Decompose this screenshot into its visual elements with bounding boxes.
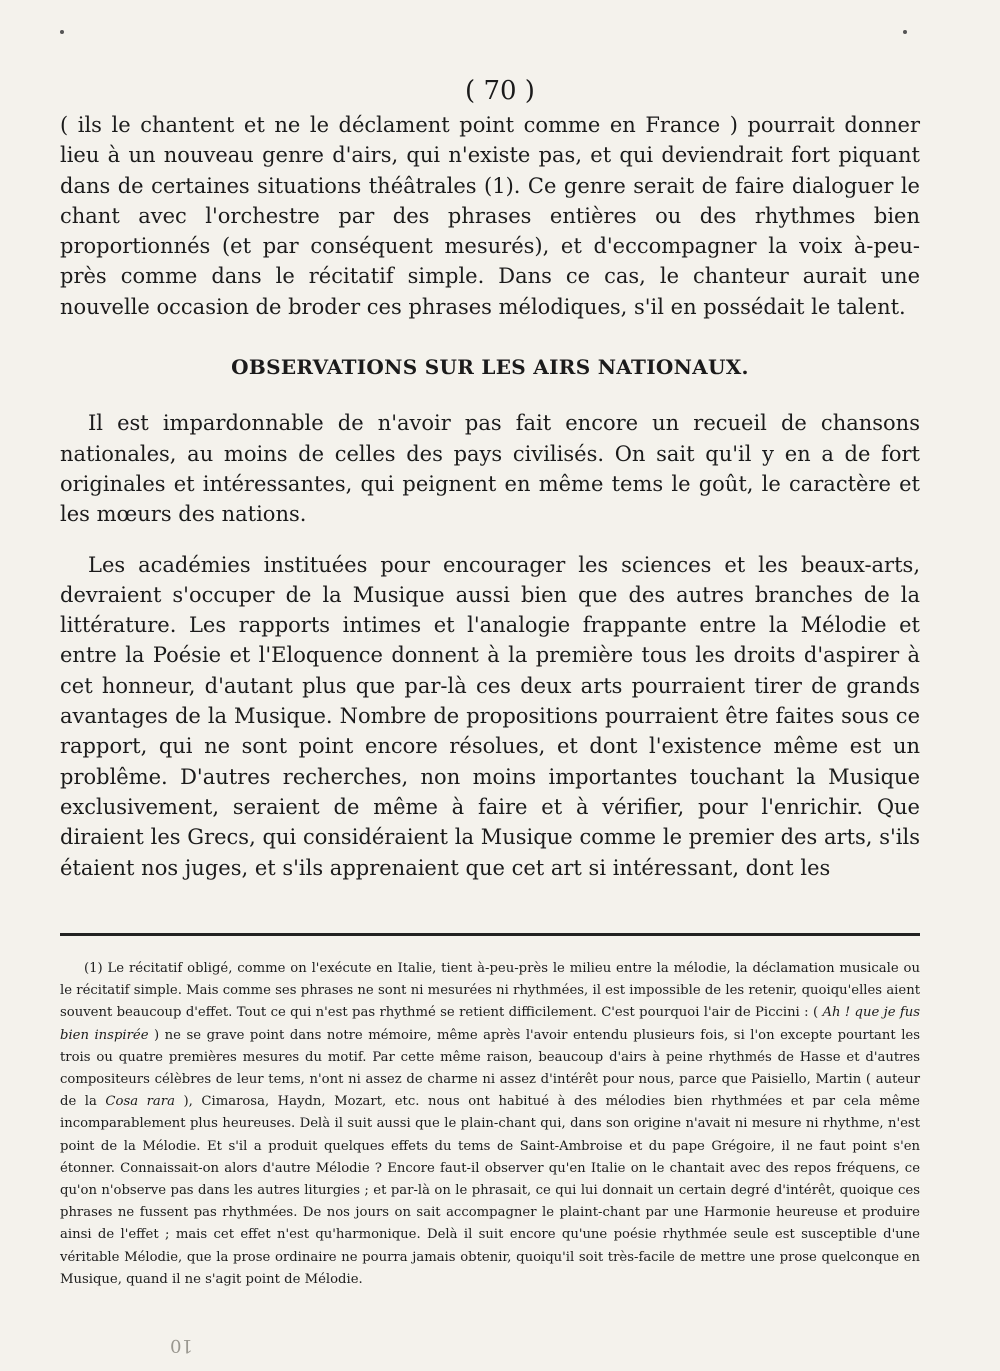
main-text — [60, 110, 920, 883]
footnote-italic-title-2: Cosa rara — [105, 1094, 175, 1110]
footnote-text-3: ), Cimarosa, Haydn, Mozart, etc. nous ont habitué à des mélodies bien rhythmées et par cela même incomparablement plus heureuses. Delà il suit aussi que le plain-chant qui, dans son origine n'avait ni mesure ni rhythme, n'est point de la Mélodie. Et s'il a produit quelques effets du tems de Saint-Ambroise et du pape Grégoire, il ne faut point s'en étonner. Connaissait-on alors d'autre Mélodie ? Encore faut-il observer qu'en Italie on le chantait avec des repos fréquens, ce qu'on n'observe pas dans les autres liturgies ; et par-là on le phrasait, ce qui lui donnait un certain degré d'intérêt, quoique ces phrases ne fussent pas rhythmées. De nos jours on sait accompagner le plaint-chant par une Harmonie heureuse et produire ainsi de l'effet ; mais cet effet n'est qu'harmonique. Delà il suit encore qu'une poésie rhythmée seule est susceptible d'une véritable Mélodie, que la prose ordinaire ne pourra jamais obtenir, quoiqu'il soit très-facile de mettre une prose quelconque en Musique, quand il ne s'agit point de Mélodie. — [60, 1094, 920, 1287]
footnote-separator-rule — [60, 933, 920, 936]
section-heading: OBSERVATIONS SUR LES AIRS NATIONAUX. — [231, 355, 749, 380]
show-through-folio: 10 — [170, 1335, 193, 1356]
footnote — [60, 958, 920, 1291]
page-number: ( 70 ) — [465, 76, 535, 106]
paragraph-national-songs: Il est impardonnable de n'avoir pas fait encore un recueil de chansons nationales, au moins de celles des pays civilisés. On sait qu'il y en a de fort originales et intéressantes, qui peignent en même tems le goût, le caractère et les mœurs des nations. — [60, 411, 920, 527]
ink-speck — [60, 30, 64, 34]
paragraph-academies: Les académies instituées pour encourager les sciences et les beaux-arts, devraient s'occuper de la Musique aussi bien que des autres branches de la littérature. Les rapports intimes et l'analogie frappante entre la Mélodie et entre la Poésie et l'Eloquence donnent à la première tous les droits d'aspirer à cet honneur, d'autant plus que par-là ces deux arts pourraient tirer de grands avantages de la Musique. Nombre de propositions pourraient être faites sous ce rapport, qui ne sont point encore résolues, et dont l'existence même est un problême. D'autres recherches, non moins importantes touchant la Musique exclusivement, seraient de même à faire et à vérifier, pour l'enrichir. Que diraient les Grecs, qui considéraient la Musique comme le premier des arts, s'ils étaient nos juges, et s'ils apprenaient que cet art si intéressant, dont les — [60, 552, 920, 880]
footnote-text-1: (1) Le récitatif obligé, comme on l'exécute en Italie, tient à-peu-près le milieu entre la mélodie, la déclamation musicale ou le récitatif simple. Mais comme ses phrases ne sont ni mesurées ni rhythmées, il est impossible de les retenir, quoiqu'elles aient souvent beaucoup d'effet. Tout ce qui n'est pas rhythmé se retient difficilement. C'est pourquoi l'air de Piccini : ( — [60, 961, 920, 1021]
ink-speck — [903, 30, 907, 34]
footnote-text-2: ) ne se grave point dans notre mémoire, même après l'avoir entendu plusieurs fois, si l'on excepte pourtant les trois ou quatre premières mesures du motif. Par cette même raison, beaucoup d'airs à peine rhythmés de Hasse et d'autres compositeurs célèbres de leur tems, n'ont ni assez de charme ni assez d'intérêt pour nous, parce que Paisiello, Martin ( auteur de la — [60, 1027, 920, 1110]
footnote-italic-title-1: Ah ! que je fus bien inspirée — [60, 1005, 921, 1043]
paragraph-continuation: ( ils le chantent et ne le déclament point comme en France ) pourrait donner lieu à un nouveau genre d'airs, qui n'existe pas, et qui deviendrait fort piquant dans de certaines situations théâtrales (1). Ce genre serait de faire dialoguer le chant avec l'orchestre par des phrases entières ou des rhythmes bien proportionnés (et par conséquent mesurés), et d'eccompagner la voix à-peu-près comme dans le récitatif simple. Dans ce cas, le chanteur aurait une nouvelle occasion de broder ces phrases mélodiques, s'il en possédait le talent. — [60, 113, 920, 319]
